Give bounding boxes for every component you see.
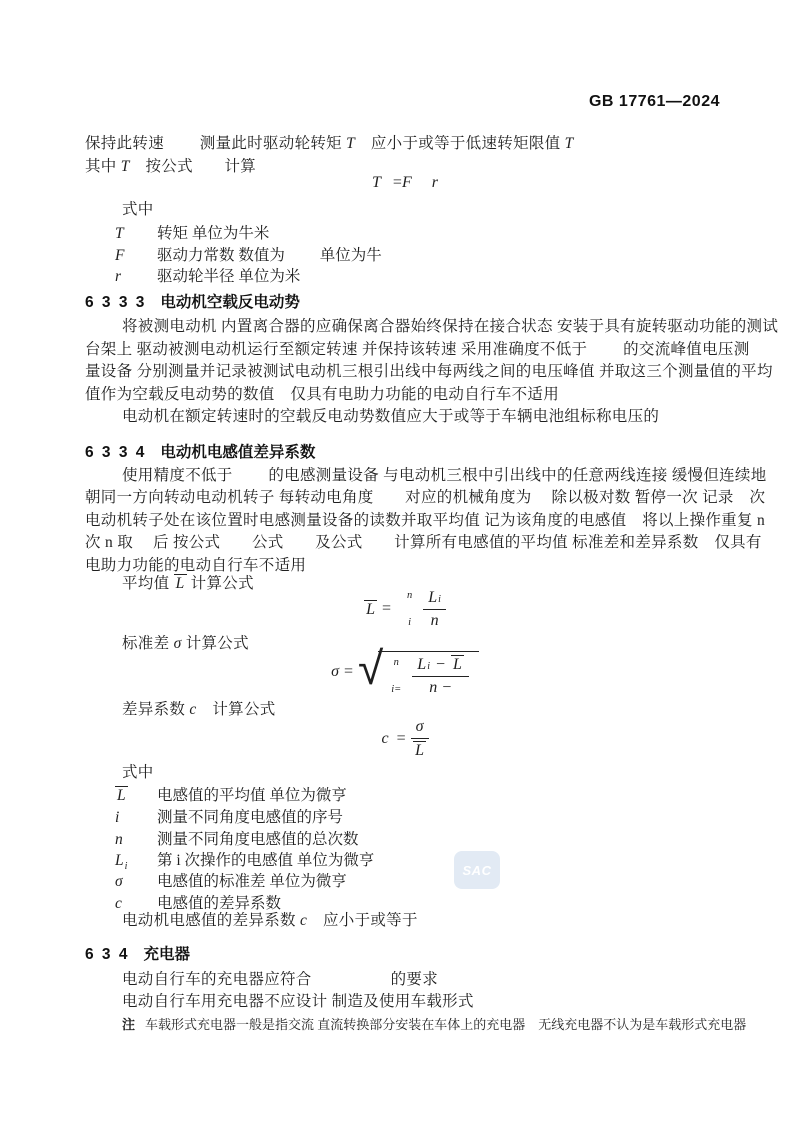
text-line: 电助力功能的电动自行车不适用	[85, 557, 307, 574]
formula-average	[85, 588, 725, 630]
definition-text: 驱动轮半径 单位为米	[157, 268, 301, 285]
variable-F: F	[401, 174, 412, 191]
text-line: 电动自行车用充电器不应设计 制造及使用车载形式	[122, 993, 474, 1010]
variable-T: T	[346, 135, 356, 152]
square-root	[358, 641, 479, 697]
text-span: 应小于或等于低速转矩限值	[355, 135, 565, 152]
definition-row	[85, 783, 725, 805]
text-span: 标准差	[122, 635, 174, 652]
definition-row	[85, 805, 725, 827]
text-line: 电动自行车的充电器应符合 的要求	[122, 971, 439, 988]
subscript-i: i	[438, 593, 441, 605]
section-title: 电动机电感值差异系数	[160, 444, 316, 461]
doc-number-header: GB 17761—2024	[588, 93, 720, 110]
sac-watermark: SAC	[454, 851, 500, 889]
formula-cv	[85, 718, 725, 760]
summation-limits	[396, 590, 423, 628]
definition-text: 驱动力常数 数值为 单位为牛	[157, 247, 382, 264]
definition-row	[85, 221, 725, 243]
text-span: 差异系数	[122, 701, 190, 718]
summation-limits	[380, 657, 412, 695]
definition-row	[85, 264, 725, 286]
text-span: 计算公式	[181, 635, 249, 652]
section-number: 6 3 3 3	[85, 294, 147, 311]
section-heading-6333	[85, 290, 725, 312]
text-line: 值作为空载反电动势的数值 仅具有电助力功能的电动自行车不适用	[85, 386, 560, 403]
fraction	[411, 718, 429, 760]
where-label: 式中	[122, 201, 154, 218]
radical-sign: √	[358, 641, 384, 695]
equals-sign: =	[381, 600, 391, 617]
symbol-L-bar: L	[117, 787, 126, 804]
text-span: 应小于或等于	[307, 912, 418, 929]
section-title: 充电器	[143, 946, 190, 963]
fraction	[423, 589, 446, 630]
symbol-c: c	[115, 895, 122, 912]
variable-c: c	[299, 912, 308, 929]
symbol-L-bar: L	[415, 742, 425, 759]
section-heading-6334	[85, 440, 725, 462]
requirement-line	[85, 911, 762, 931]
limit-top: n	[407, 590, 413, 601]
formula-torque	[85, 172, 725, 194]
text-span: 电动机电感值的差异系数	[122, 912, 300, 929]
symbol-F: F	[115, 247, 125, 264]
text-line: 量设备 分别测量并记录被测试电动机三根引出线中每两线之间的电压峰值 并取这三个测量值的平均	[85, 363, 773, 380]
note-text: 车载形式充电器一般是指交流 直流转换部分安装在车体上的充电器 无线充电器不认为是车载形式充电器	[145, 1017, 747, 1032]
symbol-sigma: σ	[173, 635, 182, 652]
text-span: 保持此转速 测量此时驱动轮转矩	[85, 135, 347, 152]
definition-text: 测量不同角度电感值的总次数	[157, 831, 359, 848]
text-line: 将被测电动机 内置离合器的应确保离合器始终保持在接合状态 安装于具有旋转驱动功能的测试	[122, 318, 779, 335]
subscript-i: i	[427, 661, 430, 672]
text-line: 台架上 驱动被测电动机运行至额定转速 并保持该转速 采用准确度不低于 的交流峰值电压测	[85, 341, 750, 358]
section-heading-634	[85, 942, 725, 964]
variable-L: L	[417, 656, 427, 673]
note-line	[85, 1014, 777, 1033]
denominator: n −	[429, 679, 452, 696]
section-number: 6 3 3 4	[85, 444, 147, 461]
definition-text: 转矩 单位为牛米	[157, 225, 270, 242]
formula-label-cv	[85, 700, 762, 720]
text-line: 电动机在额定转速时的空载反电动势数值应大于或等于车辆电池组标称电压的	[122, 408, 660, 425]
variable-T: T	[372, 174, 381, 191]
text-span: 计算公式	[186, 575, 254, 592]
text-line: 电动机转子处在该位置时电感测量设备的读数并取平均值 记为该角度的电感值 将以上操作重复 n	[85, 512, 766, 529]
text-line: 次 n 取 后 按公式 公式 及公式 计算所有电感值的平均值 标准差和差异系数 仅具有	[85, 534, 762, 551]
subscript-i: i	[124, 861, 128, 873]
limit-top: n	[393, 657, 399, 668]
where-label: 式中	[122, 764, 154, 781]
definition-row	[85, 827, 725, 849]
symbol-L-bar: L	[366, 600, 375, 618]
note-label: 注	[122, 1017, 136, 1032]
section-title: 电动机空载反电动势	[160, 294, 300, 311]
symbol-i: i	[115, 809, 120, 826]
symbol-L: L	[115, 852, 124, 869]
variable-T: T	[120, 158, 130, 175]
limit-bottom: i	[408, 617, 412, 628]
text-span: 按公式 计算	[129, 158, 257, 175]
definition-text: 电感值的平均值 单位为微亨	[157, 787, 347, 804]
symbol-L-bar: L	[453, 656, 462, 673]
variable-sigma: σ	[331, 663, 339, 680]
minus-sign: −	[435, 656, 445, 673]
definition-text: 第 i 次操作的电感值 单位为微亨	[157, 852, 375, 869]
text-line: 朝同一方向转动电动机转子 每转动电角度 对应的机械角度为 除以极对数 暂停一次 记录 次	[85, 489, 766, 506]
definition-text: 测量不同角度电感值的序号	[157, 809, 344, 826]
definition-row	[85, 869, 725, 891]
text-span: 平均值	[122, 575, 174, 592]
text-span: 其中	[85, 158, 121, 175]
variable-sigma: σ	[415, 718, 424, 735]
variable-r: r	[431, 174, 438, 191]
symbol-r: r	[115, 268, 122, 285]
variable-T: T	[564, 135, 574, 152]
symbol-c: c	[189, 701, 197, 718]
text-span: 计算公式	[196, 701, 276, 718]
variable-n: n	[430, 611, 439, 629]
definition-row	[85, 891, 725, 913]
limit-bottom: i=	[391, 684, 402, 695]
definition-row	[85, 243, 725, 265]
text-line: 使用精度不低于 的电感测量设备 与电动机三根中引出线中的任意两线连接 缓慢但连续地	[122, 467, 767, 484]
section-number: 6 3 4	[85, 946, 130, 963]
fraction	[412, 655, 469, 697]
definition-text: 电感值的差异系数	[157, 895, 282, 912]
definition-text: 电感值的标准差 单位为微亨	[157, 873, 347, 890]
variable-L: L	[428, 588, 438, 606]
equals-sign: =	[396, 730, 406, 747]
variable-c: c	[381, 730, 389, 747]
symbol-L-bar: L	[175, 575, 185, 592]
symbol-T: T	[115, 225, 124, 242]
equals-sign: =	[392, 174, 402, 191]
text-line	[85, 134, 725, 154]
symbol-sigma: σ	[115, 873, 123, 890]
equals-sign: =	[343, 663, 354, 680]
symbol-n: n	[115, 831, 123, 848]
